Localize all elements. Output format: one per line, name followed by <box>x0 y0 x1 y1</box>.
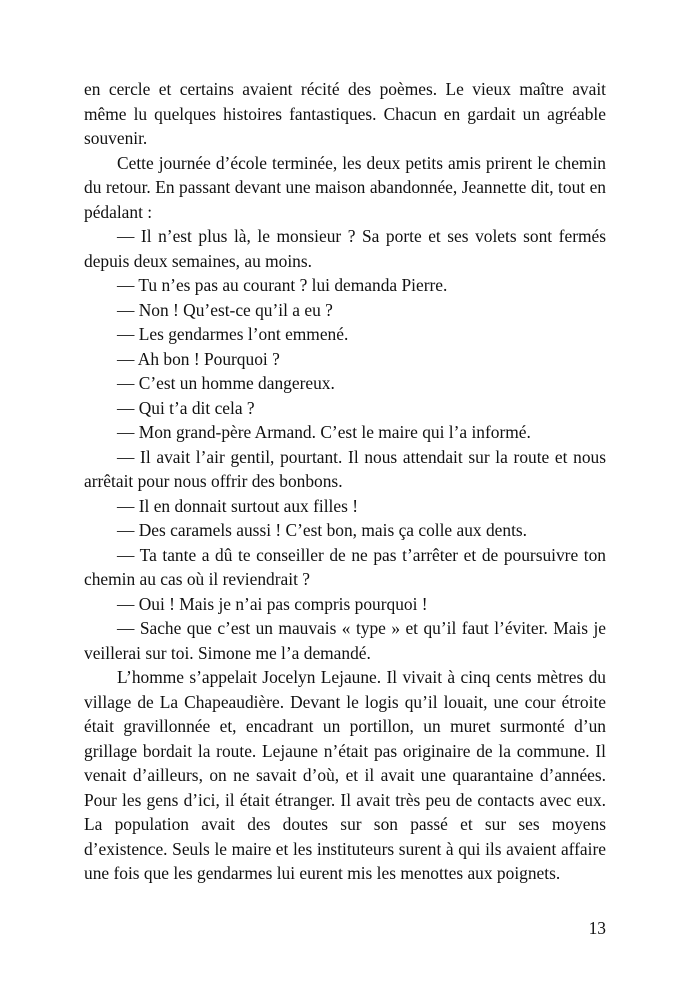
dialogue-line-2: — Tu n’es pas au courant ? lui demanda Pierre. <box>117 275 448 295</box>
paragraph-1: en cercle et certains avaient récité des poèmes. Le vieux maître avait même lu quelques histoires fantastiques. Chacun en gardait un agréable souvenir. <box>84 79 606 148</box>
dialogue-line-7: — Qui t’a dit cela ? <box>117 397 255 418</box>
dialogue-line-10: — Il en donnait surtout aux filles ! <box>117 495 359 516</box>
dialogue-line-3: — Non ! Qu’est-ce qu’il a eu ? <box>117 299 333 320</box>
dialogue-line-8: — Mon grand-père Armand. C’est le maire qui l’a informé. <box>117 422 531 442</box>
page-number: 13 <box>588 918 606 938</box>
dialogue-line-9: — Il avait l’air gentil, pourtant. Il nous attendait sur la route et nous arrêtait pour nous offrir des bonbons. <box>84 446 606 491</box>
dialogue-line-14: — Sache que c’est un mauvais « type » et qu’il faut l’éviter. Mais je veillerai sur toi. Simone me l’a demandé. <box>84 618 606 663</box>
dialogue-line-4: — Les gendarmes l’ont emmené. <box>117 324 349 344</box>
dialogue-line-5: — Ah bon ! Pourquoi ? <box>117 348 280 369</box>
dialogue-line-1: — Il n’est plus là, le monsieur ? Sa porte et ses volets sont fermés depuis deux semaines, au moins. <box>84 226 606 271</box>
paragraph-final: L’homme s’appelait Jocelyn Lejaune. Il vivait à cinq cents mètres du village de La Chapeaudière. Devant le logis qu’il louait, une cour étroite était gravillonnée et, encadrant un portillon, un muret surmonté d’un grillage bordait la route. Lejaune n’était pas originaire de la commune. Il venait d’ailleurs, on ne savait d’où, et il avait une quarantaine d’années. Pour les gens d’ici, il était étranger. Il avait très peu de contacts avec eux. La population avait des doutes sur son passé et sur ses moyens d’existence. Seuls le maire et les instituteurs surent à qui ils avaient affaire une fois que les gendarmes lui eurent mis les menottes aux poignets. <box>84 667 606 883</box>
dialogue-line-12: — Ta tante a dû te conseiller de ne pas t’arrêter et de poursuivre ton chemin au cas où il reviendrait ? <box>84 544 606 589</box>
page-body <box>84 77 606 886</box>
paragraph-2: Cette journée d’école terminée, les deux petits amis prirent le chemin du retour. En passant devant une maison abandonnée, Jeannette dit, tout en pédalant : <box>84 152 606 222</box>
dialogue-line-13: — Oui ! Mais je n’ai pas compris pourquoi ! <box>117 593 428 614</box>
dialogue-line-6: — C’est un homme dangereux. <box>117 373 335 393</box>
dialogue-line-11: — Des caramels aussi ! C’est bon, mais ça colle aux dents. <box>117 520 528 540</box>
